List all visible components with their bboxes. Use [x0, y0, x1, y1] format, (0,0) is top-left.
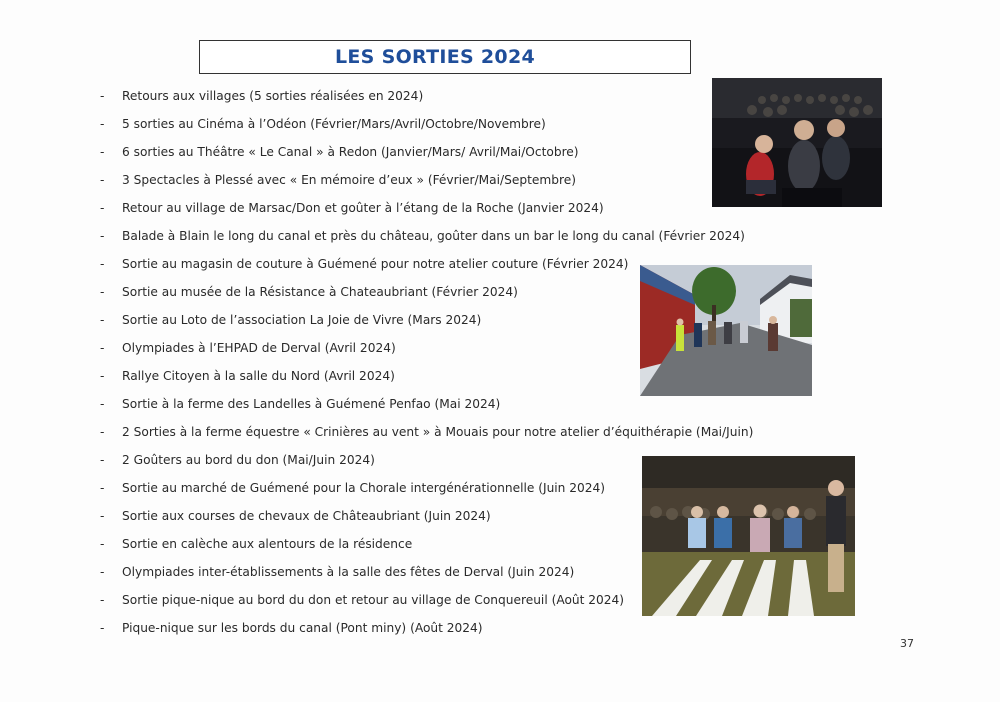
list-item-text: Sortie au Loto de l’association La Joie de Vivre (Mars 2024) — [122, 313, 482, 327]
page-title: LES SORTIES 2024 — [335, 46, 535, 68]
list-item-text: 5 sorties au Cinéma à l’Odéon (Février/Mars/Avril/Octobre/Novembre) — [122, 117, 546, 131]
list-bullet: - — [100, 341, 105, 355]
list-bullet: - — [100, 565, 105, 579]
list-item-text: Retour au village de Marsac/Don et goûter à l’étang de la Roche (Janvier 2024) — [122, 201, 604, 215]
list-item-text: Sortie au magasin de couture à Guémené pour notre atelier couture (Février 2024) — [122, 257, 629, 271]
list-bullet: - — [100, 201, 105, 215]
list-item-text: Sortie au marché de Guémené pour la Chorale intergénérationnelle (Juin 2024) — [122, 481, 606, 495]
list-item-text: 2 Sorties à la ferme équestre « Crinières au vent » à Mouais pour notre atelier d’équithérapie (Mai/Juin) — [122, 425, 754, 439]
list-item-text: Pique-nique sur les bords du canal (Pont miny) (Août 2024) — [122, 621, 483, 635]
list-item-text: Olympiades à l’EHPAD de Derval (Avril 2024) — [122, 341, 396, 355]
street-walk-photo — [640, 265, 812, 396]
list-item-text: 2 Goûters au bord du don (Mai/Juin 2024) — [122, 453, 375, 467]
gym-hall-photo — [642, 456, 855, 616]
list-bullet: - — [100, 621, 105, 635]
list-bullet: - — [100, 481, 105, 495]
list-item-text: Sortie au musée de la Résistance à Chateaubriant (Février 2024) — [122, 285, 518, 299]
list-bullet: - — [100, 313, 105, 327]
page-number: 37 — [900, 637, 914, 650]
list-bullet: - — [100, 369, 105, 383]
title-box — [199, 40, 691, 74]
list-bullet: - — [100, 173, 105, 187]
gym-hall-photo-image — [642, 456, 855, 616]
list-bullet: - — [100, 229, 105, 243]
list-item-text: Rallye Citoyen à la salle du Nord (Avril 2024) — [122, 369, 395, 383]
list-bullet: - — [100, 537, 105, 551]
list-item-text: Balade à Blain le long du canal et près du château, goûter dans un bar le long du canal (Février 2024) — [122, 229, 745, 243]
list-bullet: - — [100, 145, 105, 159]
list-bullet: - — [100, 425, 105, 439]
list-item-text: Sortie aux courses de chevaux de Châteaubriant (Juin 2024) — [122, 509, 491, 523]
list-item-text: Olympiades inter-établissements à la salle des fêtes de Derval (Juin 2024) — [122, 565, 575, 579]
list-bullet: - — [100, 453, 105, 467]
list-bullet: - — [100, 509, 105, 523]
list-bullet: - — [100, 397, 105, 411]
list-bullet: - — [100, 117, 105, 131]
list-item-text: Sortie en calèche aux alentours de la résidence — [122, 537, 413, 551]
list-bullet: - — [100, 257, 105, 271]
list-item-text: Retours aux villages (5 sorties réalisées en 2024) — [122, 89, 424, 103]
list-bullet: - — [100, 89, 105, 103]
list-item-text: 6 sorties au Théâtre « Le Canal » à Redon (Janvier/Mars/ Avril/Mai/Octobre) — [122, 145, 579, 159]
cinema-photo — [712, 78, 882, 207]
cinema-photo-image — [712, 78, 882, 207]
street-walk-photo-image — [640, 265, 812, 396]
list-bullet: - — [100, 593, 105, 607]
list-item-text: 3 Spectacles à Plessé avec « En mémoire d’eux » (Février/Mai/Septembre) — [122, 173, 576, 187]
list-item-text: Sortie pique-nique au bord du don et retour au village de Conquereuil (Août 2024) — [122, 593, 625, 607]
list-bullet: - — [100, 285, 105, 299]
list-item-text: Sortie à la ferme des Landelles à Guémené Penfao (Mai 2024) — [122, 397, 501, 411]
